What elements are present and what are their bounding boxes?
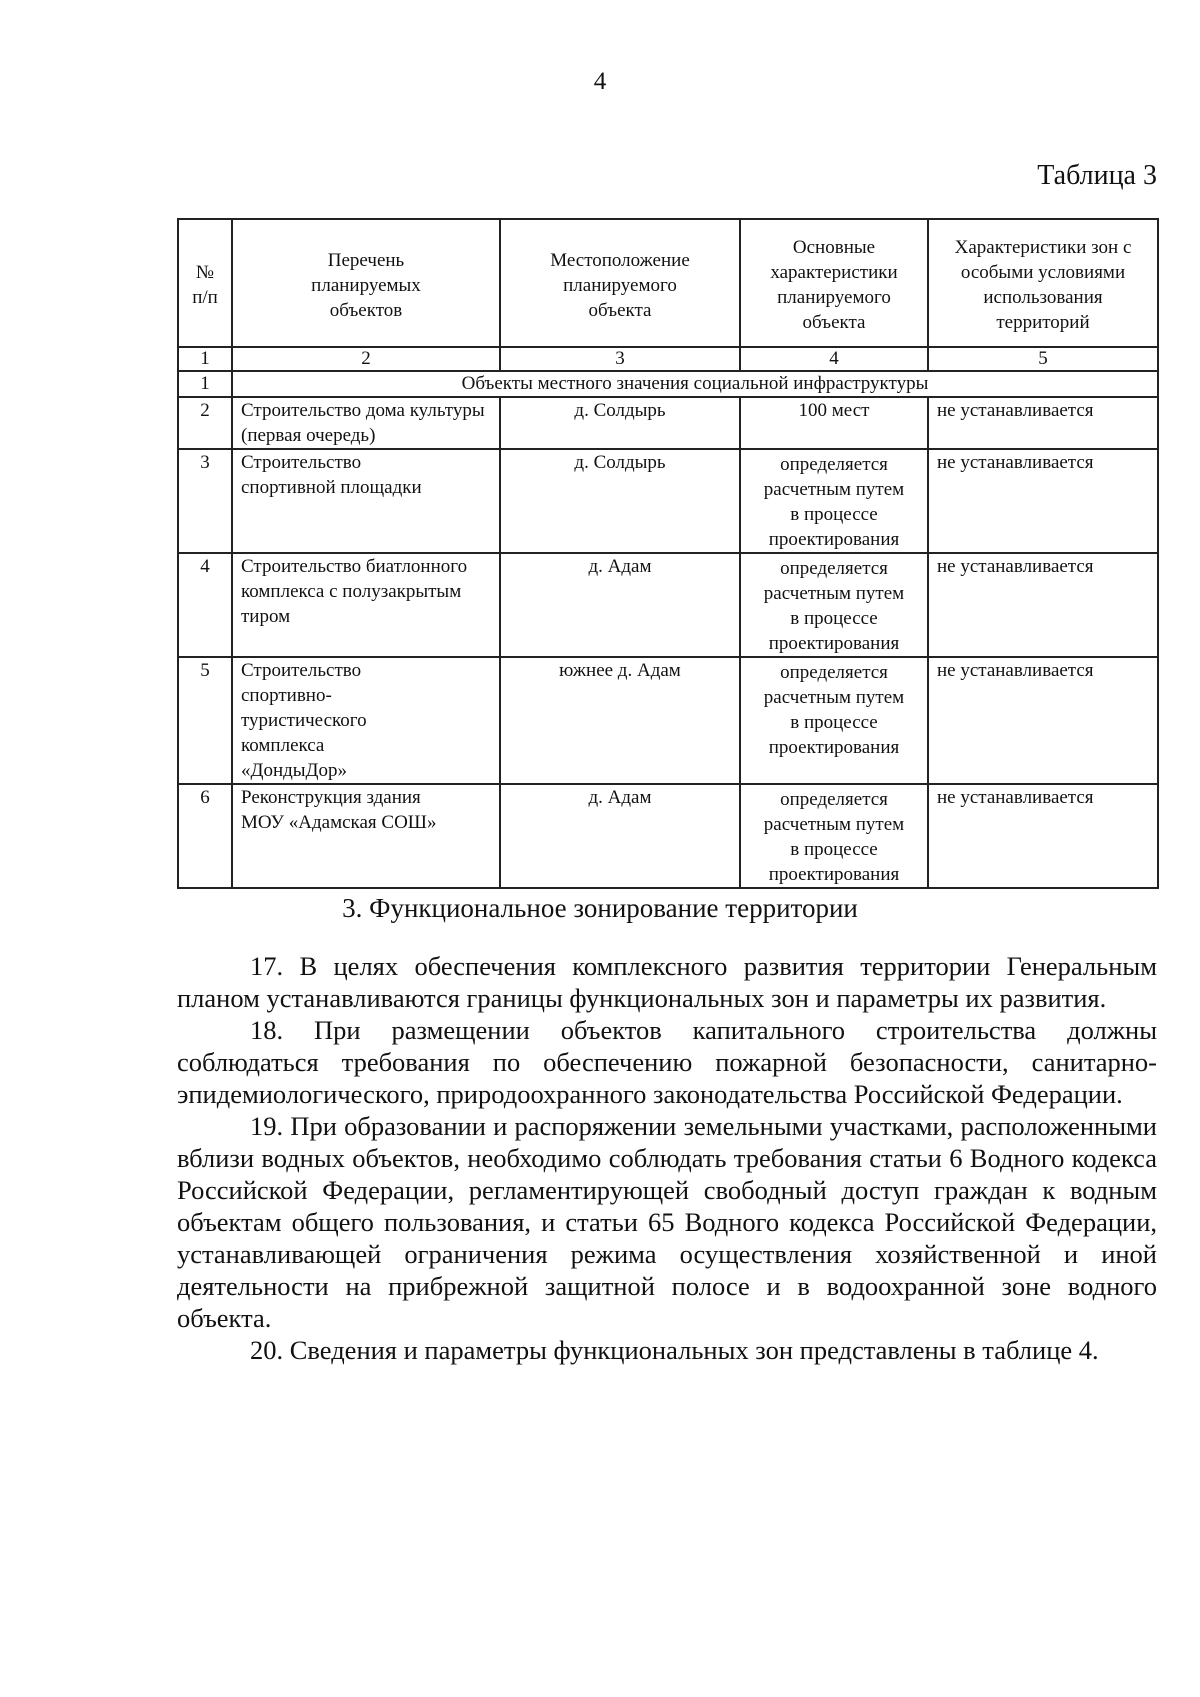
column-number: 1 bbox=[178, 347, 232, 371]
paragraph: 19. При образовании и распоряжении земельными участками, расположенными вблизи водных объектов, необходимо соблюдать требования статьи 6 Водного кодекса Российской Федерации, регламентирующей свободный доступ граждан к водным объектам общего пользования, и статьи 65 Водного кодекса Российской Федерации, устанавливающей ограничения режима осуществления хозяйственной и иной деятельности на прибрежной защитной полосе и в водоохранной зоне водного объекта. bbox=[177, 1111, 1157, 1333]
row-name: Реконструкция здания МОУ «Адамская СОШ» bbox=[232, 784, 500, 888]
section-row-label: Объекты местного значения социальной инфраструктуры bbox=[232, 371, 1158, 397]
column-number-row bbox=[178, 347, 1158, 371]
body-text bbox=[177, 950, 1157, 1366]
table-caption: Таблица 3 bbox=[1037, 160, 1157, 191]
row-zones: не устанавливается bbox=[928, 397, 1158, 449]
planned-objects-table bbox=[177, 218, 1159, 889]
row-zones: не устанавливается bbox=[928, 449, 1158, 553]
row-num: 6 bbox=[178, 784, 232, 888]
table-row bbox=[178, 657, 1158, 784]
row-location: д. Адам bbox=[500, 784, 740, 888]
row-name: Строительство спортивно-туристического комплекса «ДондыДор» bbox=[232, 657, 500, 784]
column-number: 2 bbox=[232, 347, 500, 371]
row-location: д. Солдырь bbox=[500, 449, 740, 553]
header-zones: Характеристики зон с особыми условиями использования территорий bbox=[928, 219, 1158, 347]
row-zones: не устанавливается bbox=[928, 784, 1158, 888]
table-header-row bbox=[178, 219, 1158, 347]
header-characteristics: Основные характеристики планируемого объекта bbox=[740, 219, 928, 347]
section-heading: 3. Функциональное зонирование территории bbox=[342, 893, 858, 923]
row-num: 5 bbox=[178, 657, 232, 784]
row-zones: не устанавливается bbox=[928, 657, 1158, 784]
page-number: 4 bbox=[593, 68, 607, 95]
header-num: № п/п bbox=[178, 219, 232, 347]
row-characteristics: определяется расчетным путем в процессе проектирования bbox=[740, 449, 928, 553]
header-location: Местоположение планируемого объекта bbox=[500, 219, 740, 347]
table-row bbox=[178, 449, 1158, 553]
row-name: Строительство биатлонного комплекса с полузакрытым тиром bbox=[232, 553, 500, 657]
row-location: д. Адам bbox=[500, 553, 740, 657]
column-number: 3 bbox=[500, 347, 740, 371]
table-row bbox=[178, 784, 1158, 888]
section-row bbox=[178, 371, 1158, 397]
header-name: Перечень планируемых объектов bbox=[232, 219, 500, 347]
paragraph: 17. В целях обеспечения комплексного развития территории Генеральным планом устанавливаются границы функциональных зон и параметры их развития. bbox=[177, 951, 1157, 1013]
row-characteristics: определяется расчетным путем в процессе проектирования bbox=[740, 657, 928, 784]
row-location: южнее д. Адам bbox=[500, 657, 740, 784]
column-number: 5 bbox=[928, 347, 1158, 371]
row-num: 2 bbox=[178, 397, 232, 449]
column-number: 4 bbox=[740, 347, 928, 371]
table-row bbox=[178, 397, 1158, 449]
row-location: д. Солдырь bbox=[500, 397, 740, 449]
paragraph: 18. При размещении объектов капитального строительства должны соблюдаться требования по обеспечению пожарной безопасности, санитарно-эпидемиологического, природоохранного законодательства Российской Федерации. bbox=[177, 1015, 1157, 1109]
paragraph: 20. Сведения и параметры функциональных зон представлены в таблице 4. bbox=[250, 1335, 1099, 1365]
row-characteristics: 100 мест bbox=[740, 397, 928, 449]
row-zones: не устанавливается bbox=[928, 553, 1158, 657]
row-name: Строительство спортивной площадки bbox=[232, 449, 500, 553]
row-num: 3 bbox=[178, 449, 232, 553]
row-name: Строительство дома культуры (первая очередь) bbox=[232, 397, 500, 449]
row-num: 4 bbox=[178, 553, 232, 657]
section-row-num: 1 bbox=[178, 371, 232, 397]
row-characteristics: определяется расчетным путем в процессе проектирования bbox=[740, 784, 928, 888]
row-characteristics: определяется расчетным путем в процессе проектирования bbox=[740, 553, 928, 657]
table-row bbox=[178, 553, 1158, 657]
